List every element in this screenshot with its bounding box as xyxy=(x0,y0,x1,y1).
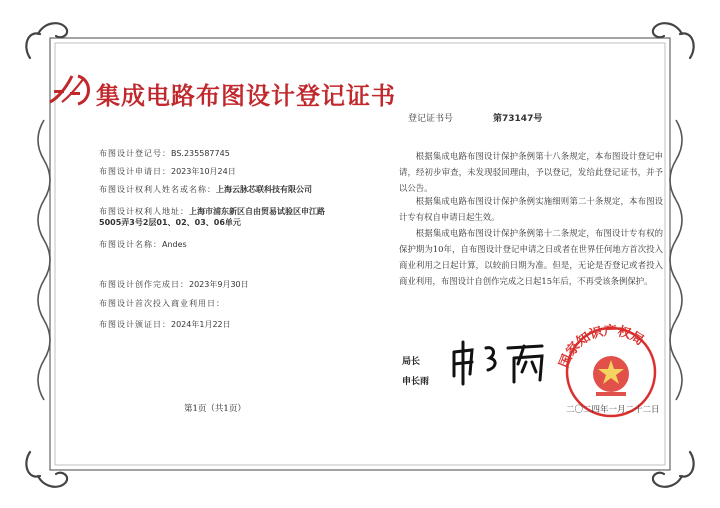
paragraph-protection: 根据集成电路布图设计保护条例第十二条规定，布图设计专有权的保护期为10年，自布图设计登记申请之日或者在世界任何地方首次投入商业利用之日起计算，以较前日期为准。但是，无论是否登记或者投入商业利用，布图设计自创作完成之日起15年后，不再受该条例保护。 xyxy=(399,228,663,286)
paragraph-registration: 根据集成电路布图设计保护条例第十八条规定，本布图设计登记申请，经初步审查，未发现驳回理由，予以登记，发给此登记证书，并予以公告。 xyxy=(399,151,663,193)
detail-application-date: 布图设计申请日：2023年10月24日 xyxy=(99,167,236,176)
signatory-title: 局长 xyxy=(402,357,421,367)
certificate-number xyxy=(408,111,542,124)
paragraph-effective: 根据集成电路布图设计保护条例实施细则第二十条规定，本布图设计专有权自申请日起生效。 xyxy=(399,196,663,222)
detail-owner-address: 布图设计权利人地址：上海市浦东新区自由贸易试验区申江路5005弄3号2层01、02、03、06单元 xyxy=(99,207,325,227)
certificate-title: 集成电路布图设计登记证书 xyxy=(96,81,396,110)
signatory-name: 申长雨 xyxy=(402,377,430,387)
detail-owner-name: 布图设计权利人姓名或名称：上海云脉芯联科技有限公司 xyxy=(99,185,312,194)
detail-issue-date: 布图设计颁证日：2024年1月22日 xyxy=(99,320,231,329)
detail-design-name: 布图设计名称：Andes xyxy=(99,240,187,249)
issue-date: 二〇二四年一月二十二日 xyxy=(566,405,660,415)
certificate-number-value: 第73147号 xyxy=(493,114,543,124)
certificate-logo-icon xyxy=(48,72,94,106)
detail-first-commercial-use: 布图设计首次投入商业利用日： xyxy=(99,299,225,308)
signature-image xyxy=(446,338,556,386)
page-number: 第1页（共1页） xyxy=(184,404,246,414)
detail-creation-date: 布图设计创作完成日：2023年9月30日 xyxy=(99,280,249,289)
detail-registration-no: 布图设计登记号：BS.235587745 xyxy=(99,149,230,158)
certificate-number-label: 登记证书号 xyxy=(408,114,454,124)
seal-ring-text: 国家知识产权局 xyxy=(556,323,647,371)
